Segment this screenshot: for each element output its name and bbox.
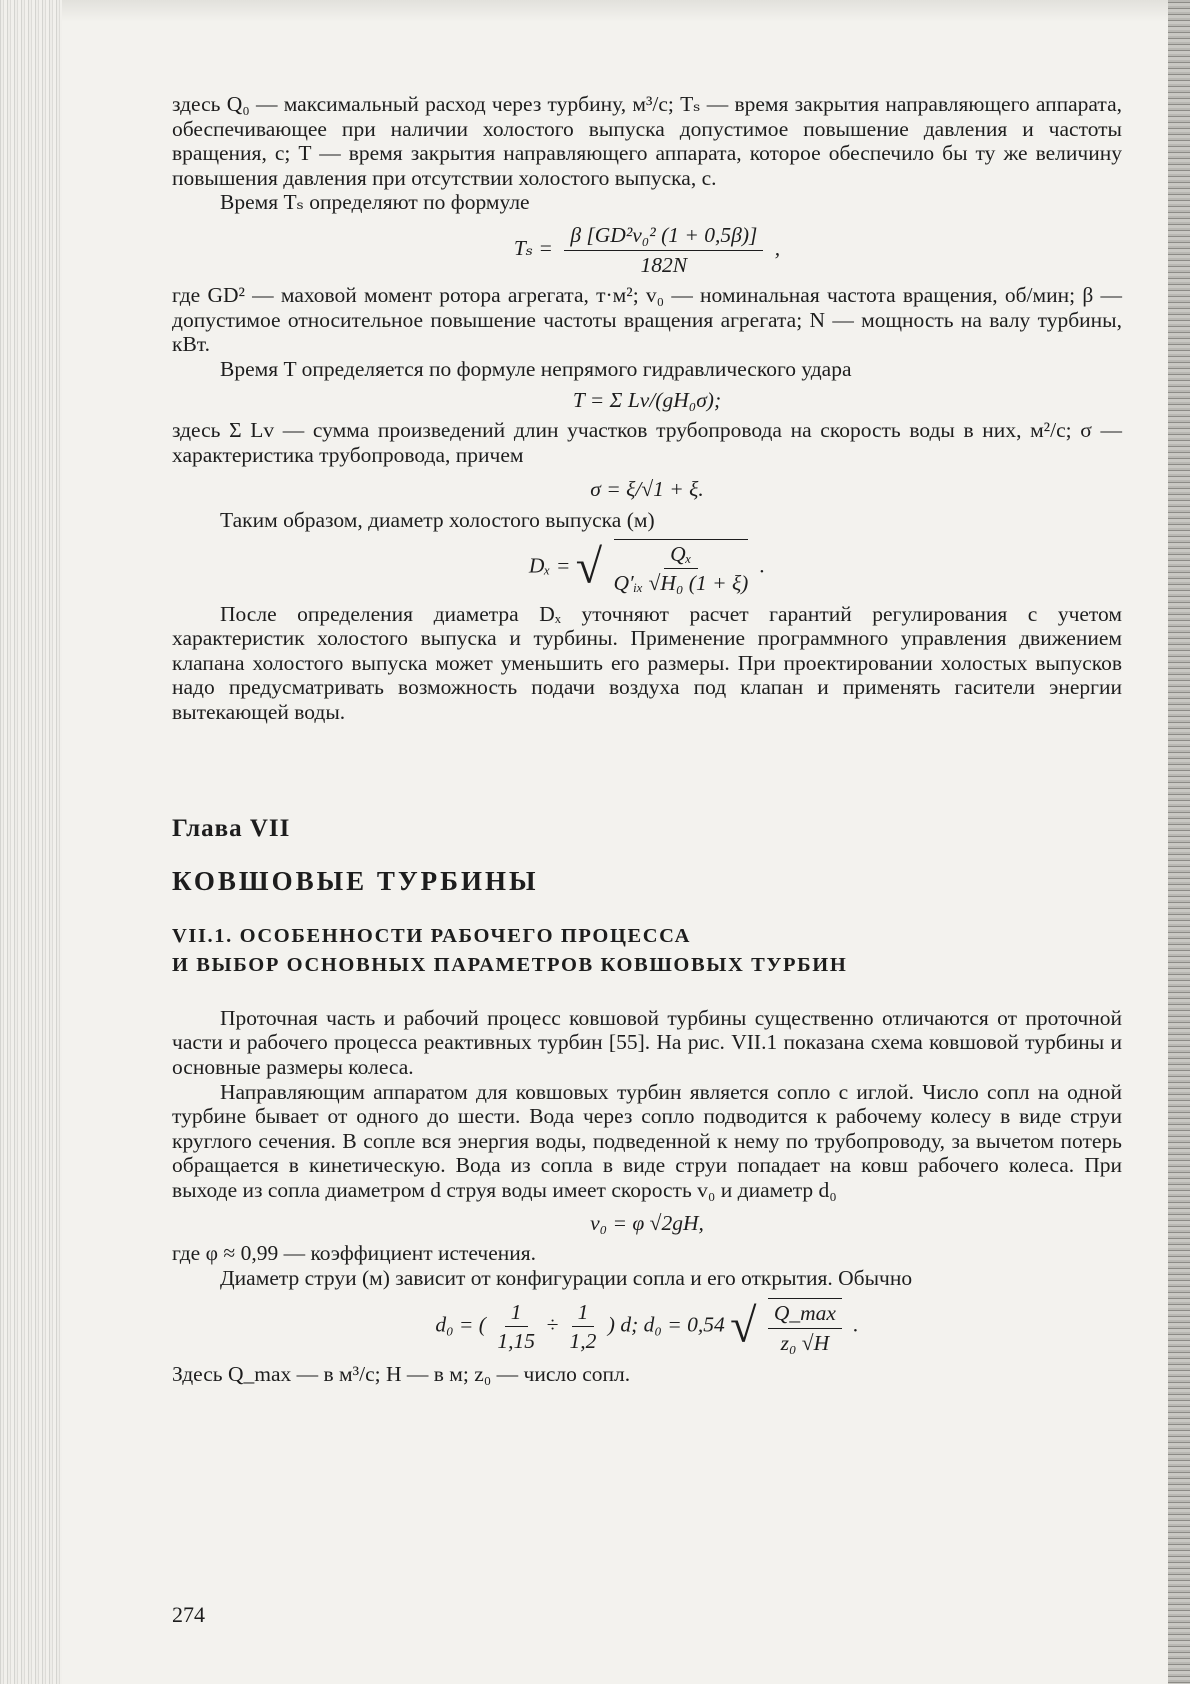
formula-v0: v₀ = φ √2gH, [590,1210,704,1235]
denominator: z₀ √H [780,1330,830,1355]
formula-ts [172,223,1122,277]
chapter-label: Глава VII [172,814,291,842]
scan-top-edge [62,0,1168,22]
operator: ÷ [546,1312,559,1337]
radical-sign: √ [730,1299,757,1353]
numerator: Qₓ [664,542,698,570]
formula-rhs: ) d; d₀ = 0,54 [607,1312,725,1337]
formula-tail: . [759,553,766,578]
numerator: β [GD²v₀² (1 + 0,5β)] [564,223,763,251]
formula-dx [172,539,1122,596]
chapter-title: КОВШОВЫЕ ТУРБИНЫ [172,866,539,897]
denominator: 1,15 [497,1329,535,1354]
denominator: Q′ᵢₓ √H₀ (1 + ξ) [613,571,749,596]
paragraph: Время Tₛ определяют по формуле [220,190,530,215]
denominator: 1,2 [569,1329,597,1354]
numerator: Q_max [768,1301,842,1329]
formula-sigma: σ = ξ/√1 + ξ. [590,477,704,502]
paragraph: здесь Q₀ — максимальный расход через турбину, м³/с; Tₛ — время закрытия направляющего аппарата, обеспечивающее при наличии холостого выпуска допустимое повышение давления и частоты вращения, с; T — время закрытия направляющего аппарата, которое обеспечило бы ту же величину повышения давления при отсутствии холостого выпуска, с. [172,92,1122,190]
formula-tail: , [774,236,781,260]
fraction [564,223,763,277]
paragraph: Время T определяется по формуле непрямого гидравлического удара [220,356,852,381]
section-heading-line: И ВЫБОР ОСНОВНЫХ ПАРАМЕТРОВ КОВШОВЫХ ТУРБИН [172,953,848,976]
formula-lhs: Dₓ = [528,553,571,578]
radical-sign: √ [575,539,603,593]
fraction [497,1300,535,1354]
paragraph: Таким образом, диаметр холостого выпуска (м) [220,507,655,532]
section-heading-line: VII.1. ОСОБЕННОСТИ РАБОЧЕГО ПРОЦЕССА [172,924,691,947]
formula-t: T = Σ Lv/(gH₀σ); [572,387,722,412]
formula-lhs: d₀ = ( [435,1312,486,1337]
page-number: 274 [172,1602,205,1627]
scan-left-edge [0,0,62,1684]
paragraph: После определения диаметра Dₓ уточняют расчет гарантий регулирования с учетом характеристик холостого выпуска и турбины. Применение программного управления движением клапана холостого выпуска может уменьшить его размеры. При проектировании холостых выпусков надо предусматривать возможность подачи воздуха под клапан и применять гасители энергии вытекающей воды. [172,601,1122,725]
section-heading [172,922,1122,980]
paragraph: здесь Σ Lv — сумма произведений длин участков трубопровода на скорость воды в них, м²/с; σ — характеристика трубопровода, причем [172,418,1122,467]
fraction [614,539,749,596]
fraction [570,1300,597,1354]
formula-tail: . [853,1312,859,1337]
denominator: 182N [640,252,688,277]
fraction [768,1298,842,1355]
paragraph: Проточная часть и рабочий процесс ковшовой турбины существенно отличаются от проточной части и рабочего процесса реактивных турбин [55]. На рис. VII.1 показана схема ковшовой турбины и основные размеры колеса. [172,1005,1122,1080]
paragraph: Здесь Q_max — в м³/с; H — в м; z₀ — число сопл. [172,1361,631,1386]
paragraph: где GD² — маховой момент ротора агрегата, т·м²; v₀ — номинальная частота вращения, об/мин; β — допустимое относительное повышение частоты вращения агрегата; N — мощность на валу турбины, кВт. [172,283,1122,357]
scan-right-edge [1168,0,1190,1684]
paragraph: Направляющим аппаратом для ковшовых турбин является сопло с иглой. Число сопл на одной турбине бывает от одного до шести. Вода через сопло подводится к рабочему колесу в виде струи круглого сечения. В сопле вся энергия воды, подведенной к нему по трубопроводу, за вычетом потерь обращается в кинетическую. Вода из сопла в виде струи попадает на ковш рабочего колеса. При выходе из сопла диаметром d струя воды имеет скорость v₀ и диаметр d₀ [172,1079,1122,1202]
page-body [172,92,1122,1386]
formula-d0 [172,1298,1122,1355]
formula-lhs: Tₛ = [513,236,553,260]
paragraph: где φ ≈ 0,99 — коэффициент истечения. [172,1241,537,1266]
paragraph: Диаметр струи (м) зависит от конфигурации сопла и его открытия. Обычно [220,1265,913,1290]
numerator: 1 [572,1300,595,1328]
numerator: 1 [505,1300,528,1328]
